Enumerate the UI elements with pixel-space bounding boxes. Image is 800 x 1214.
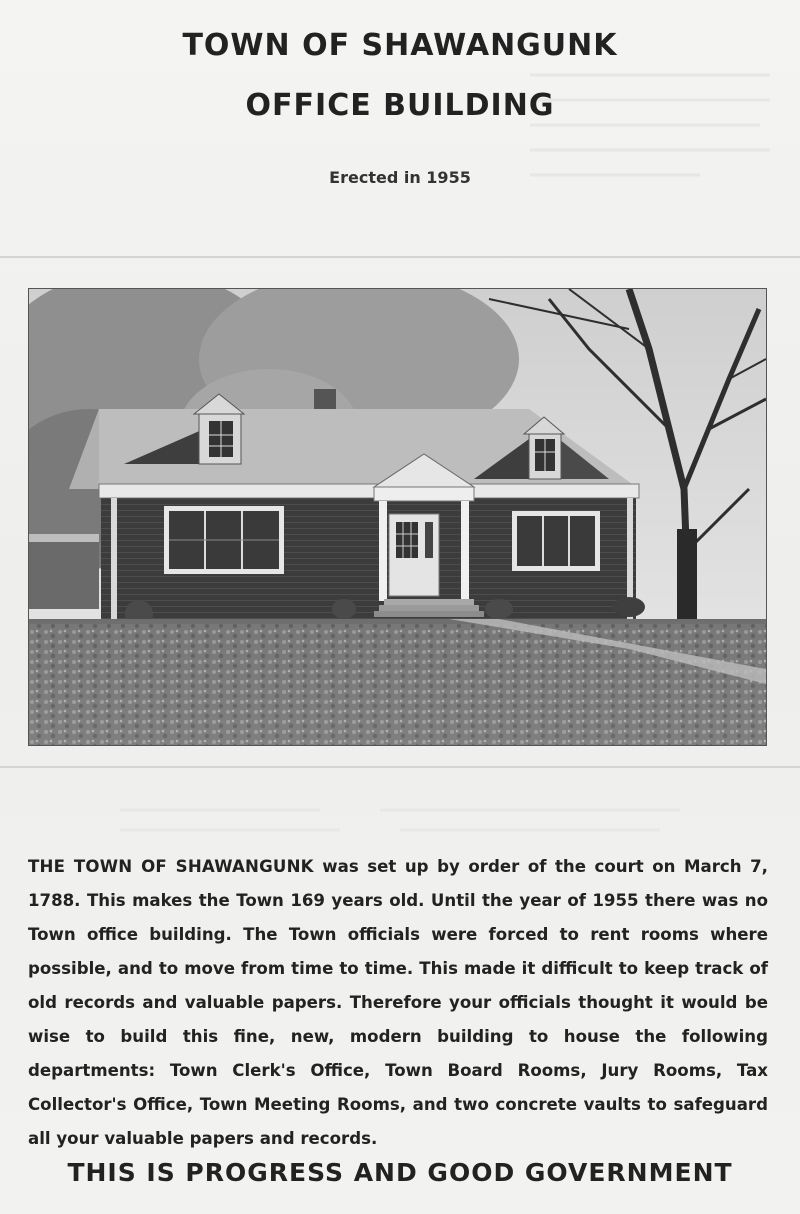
closing-slogan: THIS IS PROGRESS AND GOOD GOVERNMENT	[67, 1158, 733, 1187]
building-photo	[28, 288, 767, 746]
history-lead: THE TOWN OF SHAWANGUNK	[28, 857, 314, 876]
history-text: was set up by order of the court on March 7, 1788. This makes the Town 169 years old. Until the year of 1955 there was no Town office building. The Town officials were forced to rent rooms where possible, and to move from time to time. This made it difficult to keep track of old records and valuable papers. Therefore your officials thought it would be wise to build this fine, new, modern building to house the following departments: Town Clerk's Office, Town Board Rooms, Jury Rooms, Tax Collector's Office, Town Meeting Rooms, and two concrete vaults to safeguard all your valuable papers and records.	[28, 857, 768, 1148]
paper-fold-upper	[0, 256, 800, 258]
history-paragraph	[28, 850, 768, 1156]
page-title-line-1: TOWN OF SHAWANGUNK	[182, 28, 618, 63]
building-photo-illustration	[29, 289, 766, 745]
reverse-side-bleed-lower	[120, 800, 680, 840]
page-title-line-2: OFFICE BUILDING	[245, 88, 555, 123]
paper-fold-lower	[0, 766, 800, 768]
erected-date: Erected in 1955	[329, 168, 471, 187]
